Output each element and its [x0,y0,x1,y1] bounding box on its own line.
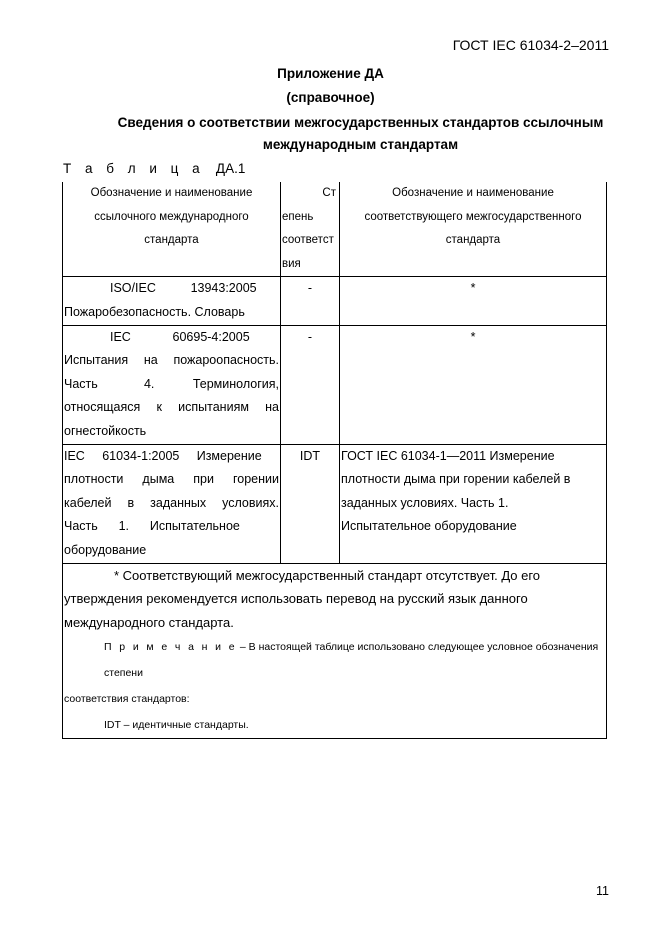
header-text: Обозначение и наименование [392,187,554,199]
cell-text: плотности дыма при горении кабелей в [341,472,571,487]
cell-text: Пожаробезопасность. Словарь [64,304,245,319]
table-cell-degree: IDT [281,444,340,563]
cell-text: огнестойкость [64,423,147,438]
cell-text: кабелей в заданных условиях. [64,495,279,510]
table-label [63,161,245,176]
table-row [63,444,607,563]
table-note [64,634,605,686]
table-cell-interstate [340,444,607,563]
table-cell-interstate: * [340,277,607,325]
appendix-subtitle: (справочное) [286,90,375,105]
header-cell-reference [63,182,281,277]
header-text: соответст [282,234,334,247]
cell-text: ISO/IEC 13943:2005 [110,281,257,296]
note-label: П р и м е ч а н и е [104,641,237,654]
cell-text: ГОСТ IEC 61034-1—2011 Измерение [341,448,555,463]
header-text: стандарта [445,234,501,247]
cell-text: IEC 60695-4:2005 [110,329,250,344]
table-footnote [63,563,607,739]
header-cell-interstate [340,182,607,277]
cell-text: Испытательное оборудование [341,519,517,534]
table-label-id: ДА.1 [215,161,246,176]
header-text: соответствующего межгосударственного [364,210,582,223]
cell-text: Испытания на пожароопасность. [64,353,279,368]
table-footnote-row [63,563,607,739]
table-cell-interstate: * [340,325,607,444]
note-text: соответствия стандартов: [64,693,190,706]
footnote-text: утверждения рекомендуется использовать перевод на русский язык данного [64,591,528,607]
appendix-title: Приложение ДА [277,66,384,81]
table-cell-degree: - [281,277,340,325]
page-number: 11 [596,884,609,898]
cell-text: относящаяся к испытаниям на [64,400,279,415]
table-cell-reference [63,444,281,563]
header-text: епень [282,210,314,223]
appendix-heading-line2: международным стандартам [262,137,459,152]
header-text: Обозначение и наименование [90,187,253,199]
table-row [63,277,607,325]
appendix-heading-line1: Сведения о соответствии межгосударственных стандартов ссылочным [117,115,604,130]
header-text: стандарта [144,234,199,247]
footnote-text: международного стандарта. [64,614,234,630]
table-row [63,325,607,444]
footnote-text: * Соответствующий межгосударственный стандарт отсутствует. До его [114,567,541,583]
table-cell-reference [63,325,281,444]
note-text: IDT – идентичные стандарты. [104,719,249,732]
table-label-word: Т а б л и ц а [63,161,205,176]
header-text: вия [282,257,301,270]
cell-text: Часть 1. Испытательное [64,519,240,534]
note-text: – В настоящей таблице использовано следующее условное обозначения степени [104,641,599,680]
cell-text: плотности дыма при горении [64,472,279,487]
table-cell-degree: - [281,325,340,444]
cell-text: IEC 61034-1:2005 Измерение [64,448,262,463]
header-text: ссылочного международного [94,210,249,223]
cell-text: Часть 4. Терминология, [64,376,279,391]
header-text: Ст [322,187,336,199]
correspondence-table [62,182,607,739]
table-cell-reference [63,277,281,325]
header-cell-degree [281,182,340,277]
document-code: ГОСТ IEC 61034-2–2011 [452,37,609,53]
table-header-row [63,182,607,277]
cell-text: оборудование [64,542,147,557]
cell-text: заданных условиях. Часть 1. [341,495,509,510]
